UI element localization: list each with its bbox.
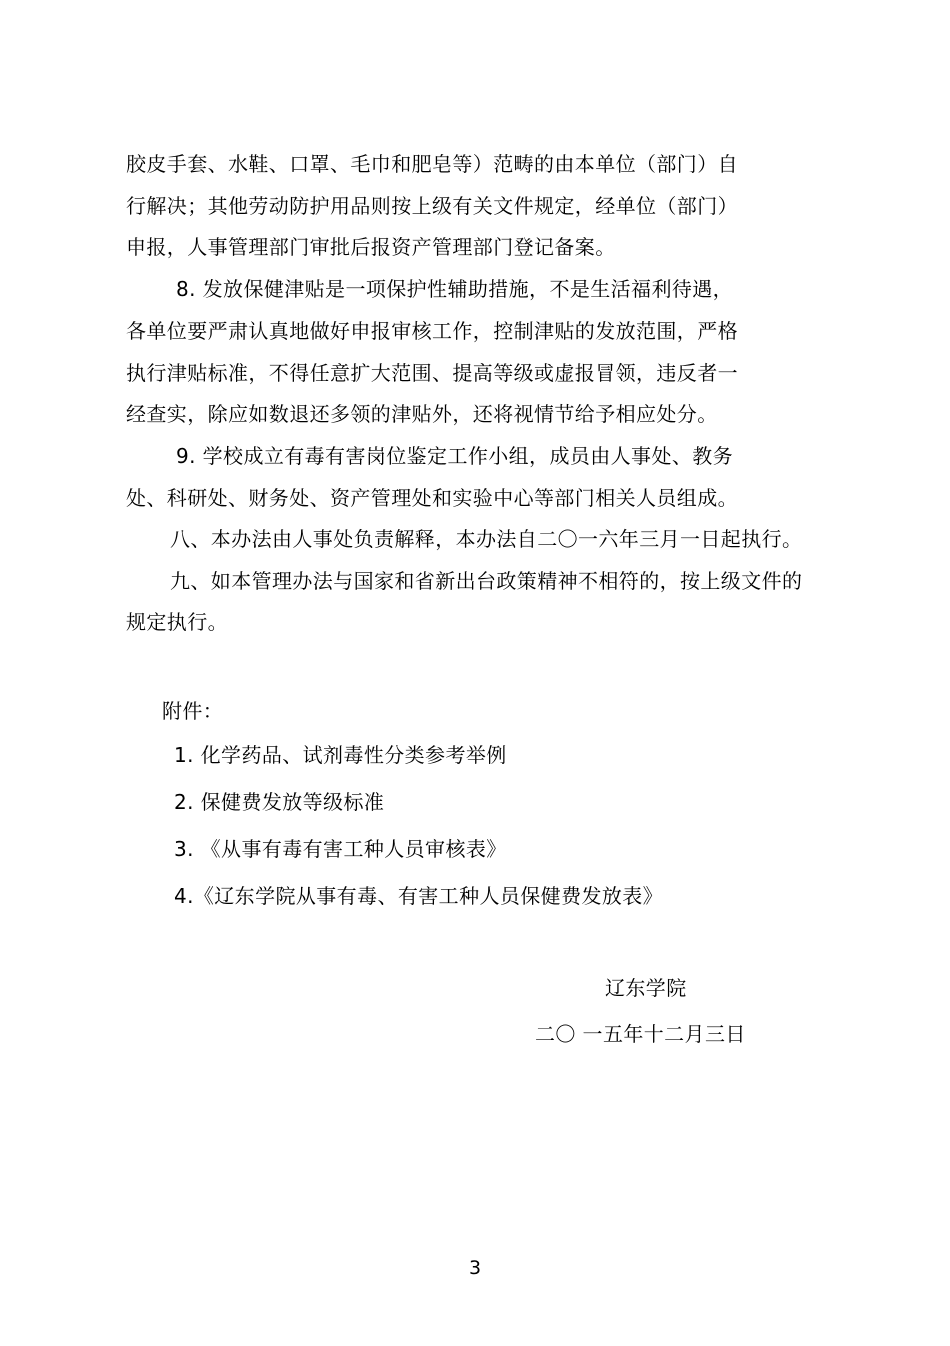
body-line: 处、科研处、财务处、资产管理处和实验中心等部门相关人员组成。 bbox=[126, 486, 738, 510]
page-number: 3 bbox=[468, 1257, 482, 1279]
body-line: 规定执行。 bbox=[126, 610, 228, 634]
body-line: 经查实，除应如数退还多领的津贴外，还将视情节给予相应处分。 bbox=[126, 402, 718, 426]
attachments-heading: 附件： bbox=[162, 699, 224, 723]
attachment-item: 3. 《从事有毒有害工种人员审核表》 bbox=[174, 837, 507, 861]
body-line: 行解决；其他劳动防护用品则按上级有关文件规定，经单位（部门） bbox=[126, 194, 738, 218]
body-line: 八、本办法由人事处负责解释，本办法自二〇一六年三月一日起执行。 bbox=[170, 527, 803, 551]
body-line: 执行津贴标准，不得任意扩大范围、提高等级或虚报冒领，违反者一 bbox=[126, 361, 738, 385]
attachment-item: 2. 保健费发放等级标准 bbox=[174, 790, 385, 814]
body-line: 胶皮手套、水鞋、口罩、毛巾和肥皂等）范畴的由本单位（部门）自 bbox=[126, 152, 738, 176]
body-line: 各单位要严肃认真地做好申报审核工作，控制津贴的发放范围，严格 bbox=[126, 319, 738, 343]
attachment-item: 4.《辽东学院从事有毒、有害工种人员保健费发放表》 bbox=[174, 884, 664, 908]
body-line: 9. 学校成立有毒有害岗位鉴定工作小组，成员由人事处、教务 bbox=[176, 444, 734, 468]
body-line: 九、如本管理办法与国家和省新出台政策精神不相符的，按上级文件的 bbox=[170, 569, 803, 593]
body-line: 申报，人事管理部门审批后报资产管理部门登记备案。 bbox=[126, 235, 616, 259]
attachment-item: 1. 化学药品、试剂毒性分类参考举例 bbox=[174, 743, 507, 767]
signature-date: 二〇 一五年十二月三日 bbox=[535, 1022, 746, 1046]
body-line: 8. 发放保健津贴是一项保护性辅助措施，不是生活福利待遇， bbox=[176, 277, 734, 301]
signature-organization: 辽东学院 bbox=[605, 976, 687, 1000]
